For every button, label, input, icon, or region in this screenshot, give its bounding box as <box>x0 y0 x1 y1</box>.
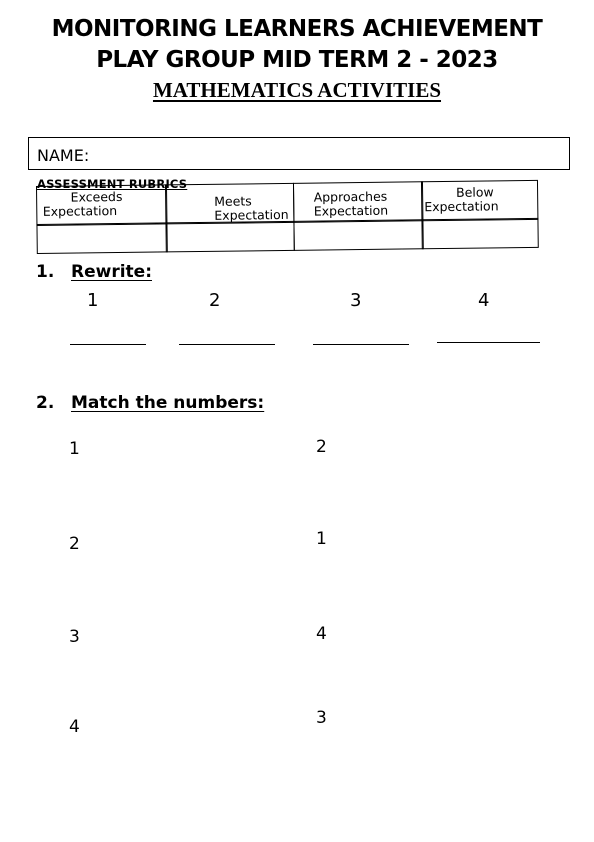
question1-number: 1. <box>36 262 55 282</box>
rubric-header-text: Expectation <box>313 202 389 219</box>
header-subject: MATHEMATICS ACTIVITIES <box>152 78 442 102</box>
rubrics-table <box>37 181 542 254</box>
rubric-header-text: Expectation <box>42 202 118 219</box>
match-right-number[interactable]: 3 <box>316 708 327 728</box>
question2-title: Match the numbers: <box>71 393 265 413</box>
rewrite-answer-line[interactable] <box>179 344 275 345</box>
rewrite-number: 4 <box>478 290 490 311</box>
rewrite-number: 1 <box>87 290 99 311</box>
rubric-header-text: Below <box>455 183 494 200</box>
match-right-number[interactable]: 4 <box>316 624 327 644</box>
rubric-cell-below[interactable] <box>421 218 538 249</box>
rubric-header-text: Expectation <box>214 206 289 223</box>
match-left-number[interactable]: 3 <box>69 627 80 647</box>
rubric-header-text: Approaches <box>313 188 388 205</box>
match-left-number[interactable]: 2 <box>69 534 80 554</box>
header-title-line2: PLAY GROUP MID TERM 2 - 2023 <box>96 47 498 73</box>
match-left-number[interactable]: 1 <box>69 439 80 459</box>
rubric-cell-approaches[interactable] <box>293 219 423 251</box>
rubrics-score-row <box>37 219 541 254</box>
rubric-header-text: Exceeds <box>70 188 123 205</box>
rubrics-title: ASSESSMENT RUBRICS <box>37 177 188 191</box>
header-title-line1: MONITORING LEARNERS ACHIEVEMENT <box>51 16 543 42</box>
name-label: NAME: <box>37 146 90 165</box>
rubric-header-meets <box>165 182 294 224</box>
rubric-header-text: Meets <box>214 192 252 209</box>
name-field[interactable] <box>28 137 570 170</box>
rewrite-answer-line[interactable] <box>70 344 146 345</box>
rubric-cell-meets[interactable] <box>165 221 294 253</box>
rubric-header-text: Expectation <box>424 197 499 214</box>
rewrite-number: 2 <box>209 290 221 311</box>
rewrite-number: 3 <box>350 290 362 311</box>
rubric-cell-exceeds[interactable] <box>36 222 167 254</box>
rewrite-answer-line[interactable] <box>313 344 409 345</box>
match-right-number[interactable]: 1 <box>316 529 327 549</box>
question2-number: 2. <box>36 393 55 413</box>
match-left-number[interactable]: 4 <box>69 717 80 737</box>
rubric-header-approaches <box>292 181 422 223</box>
question1-title: Rewrite: <box>71 262 152 282</box>
match-right-number[interactable]: 2 <box>316 437 327 457</box>
rubric-header-exceeds <box>35 184 166 226</box>
rewrite-answer-line[interactable] <box>437 342 540 343</box>
rubric-header-below <box>421 179 538 220</box>
